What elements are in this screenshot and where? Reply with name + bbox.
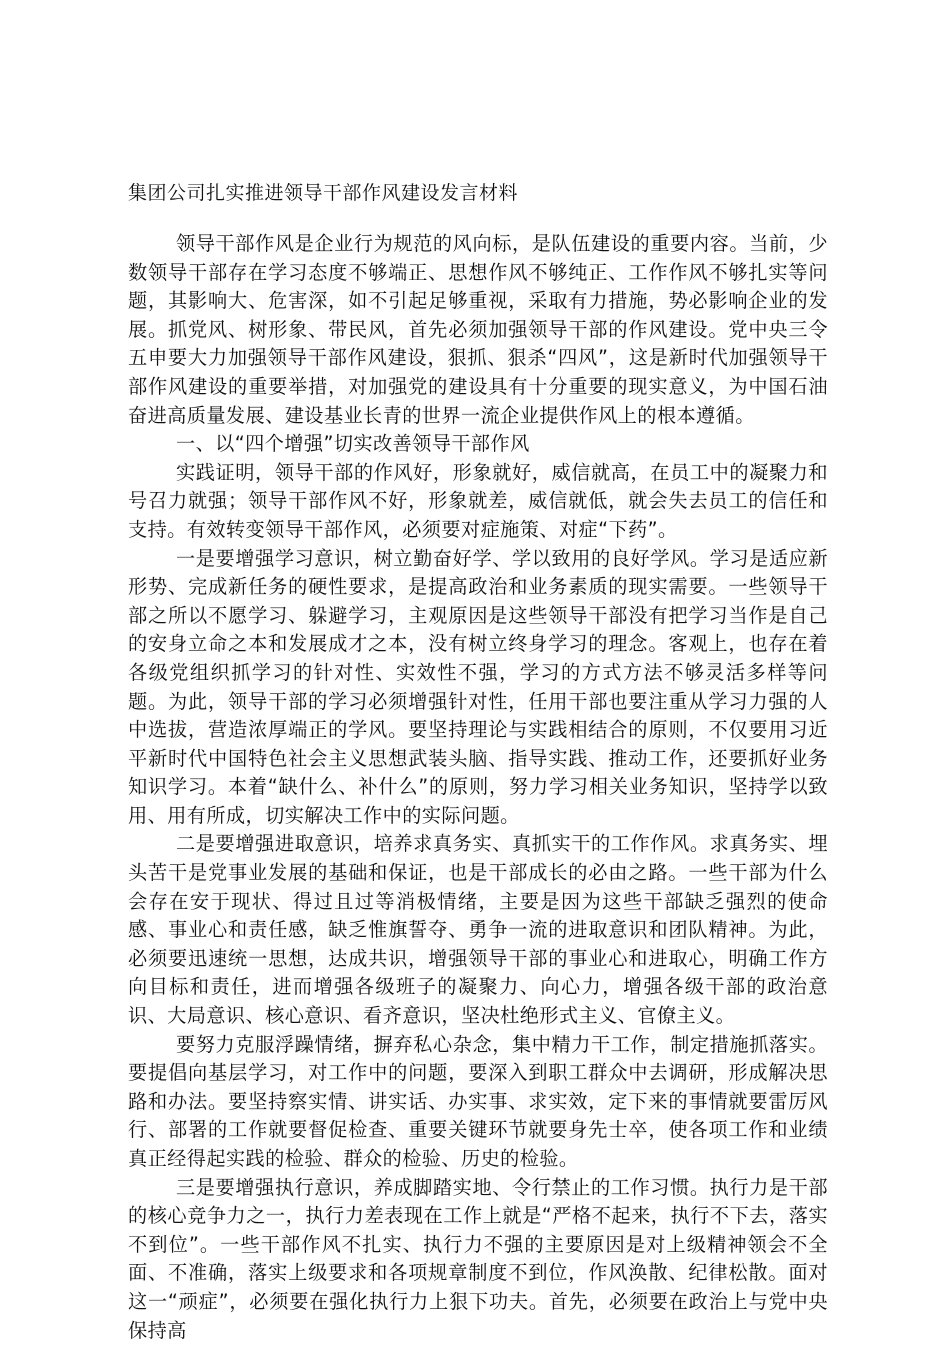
body-paragraph: 要努力克服浮躁情绪，摒弃私心杂念，集中精力干工作，制定措施抓落实。要提倡向基层学习，对工作中的问题，要深入到职工群众中去调研，形成解决思路和办法。要坚持察实情、讲实话、办实事、求实效，定下来的事情就要雷厉风行、部署的工作就要督促检查、重要关键环节就要身先士卒，使各项工作和业绩真正经得起实践的检验、群众的检验、历史的检验。: [128, 1032, 828, 1170]
intro-paragraph: 领导干部作风是企业行为规范的风向标，是队伍建设的重要内容。当前，少数领导干部存在学习态度不够端正、思想作风不够纯正、工作作风不够扎实等问题，其影响大、危害深，如不引起足够重视，采取有力措施，势必影响企业的发展。抓党风、树形象、带民风，首先必须加强领导干部的作风建设。党中央三令五申要大力加强领导干部作风建设，狠抓、狠杀“四风”，这是新时代加强领导干部作风建设的重要举措，对加强党的建设具有十分重要的现实意义，为中国石油奋进高质量发展、建设基业长青的世界一流企业提供作风上的根本遵循。: [128, 232, 828, 427]
point-one-paragraph: 一是要增强学习意识，树立勤奋好学、学以致用的良好学风。学习是适应新形势、完成新任务的硬性要求，是提高政治和业务素质的现实需要。一些领导干部之所以不愿学习、躲避学习，主观原因是这些领导干部没有把学习当作是自己的安身立命之本和发展成才之本，没有树立终身学习的理念。客观上，也存在着各级党组织抓学习的针对性、实效性不强，学习的方式方法不够灵活多样等问题。为此，领导干部的学习必须增强针对性，任用干部也要注重从学习力强的人中选拔，营造浓厚端正的学风。要坚持理论与实践相结合的原则，不仅要用习近平新时代中国特色社会主义思想武装头脑、指导实践、推动工作，还要抓好业务知识学习。本着“缺什么、补什么”的原则，努力学习相关业务知识，坚持学以致用、用有所成，切实解决工作中的实际问题。: [128, 546, 828, 827]
section-heading-one: 一、以“四个增强”切实改善领导干部作风: [176, 432, 530, 456]
point-two-paragraph: 二是要增强进取意识，培养求真务实、真抓实干的工作作风。求真务实、埋头苦干是党事业发展的基础和保证，也是干部成长的必由之路。一些干部为什么会存在安于现状、得过且过等消极情绪，主要是因为这些干部缺乏强烈的使命感、事业心和责任感，缺乏惟旗誓夺、勇争一流的进取意识和团队精神。为此，必须要迅速统一思想，达成共识，增强领导干部的事业心和进取心，明确工作方向目标和责任，进而增强各级班子的凝聚力、向心力，增强各级干部的政治意识、大局意识、核心意识、看齐意识，坚决杜绝形式主义、官僚主义。: [128, 832, 828, 1028]
point-three-paragraph: 三是要增强执行意识，养成脚踏实地、令行禁止的工作习惯。执行力是干部的核心竞争力之一，执行力差表现在工作上就是“严格不起来，执行不下去，落实不到位”。一些干部作风不扎实、执行力不强的主要原因是对上级精神领会不全面、不准确，落实上级要求和各项规章制度不到位，作风涣散、纪律松散。面对这一“顽症”，必须要在强化执行力上狠下功夫。首先，必须要在政治上与党中央保持高: [128, 1175, 828, 1342]
document-title: 集团公司扎实推进领导干部作风建设发言材料: [128, 182, 519, 204]
body-paragraph: 实践证明，领导干部的作风好，形象就好，威信就高，在员工中的凝聚力和号召力就强；领导干部作风不好，形象就差，威信就低，就会失去员工的信任和支持。有效转变领导干部作风，必须要对症施策、对症“下药”。: [128, 460, 828, 541]
document-body: [128, 230, 828, 1345]
